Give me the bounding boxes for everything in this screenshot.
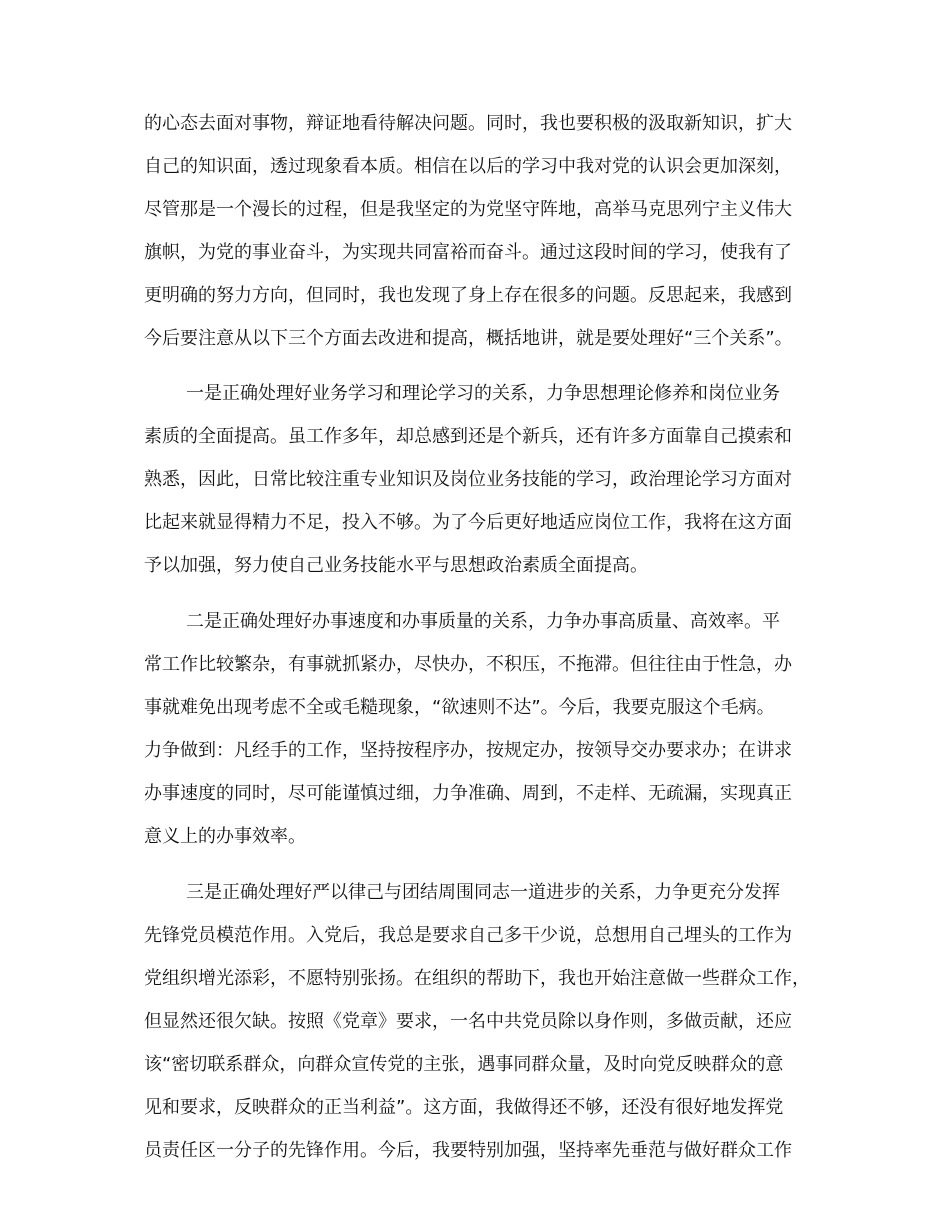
paragraph-line: 一是正确处理好业务学习和理论学习的关系，力争思想理论修养和岗位业务 xyxy=(186,383,780,404)
paragraph-line: 见和要求，反映群众的正当利益”。这方面，我做得还不够，还没有很好地发挥党 xyxy=(144,1097,784,1118)
paragraph-line: 事就难免出现考虑不全或毛糙现象，“欲速则不达”。今后，我要克服这个毛病。 xyxy=(144,697,775,718)
paragraph-line: 自己的知识面，透过现象看本质。相信在以后的学习中我对党的认识会更加深刻， xyxy=(144,156,792,177)
paragraph-line: 三是正确处理好严以律己与团结周围同志一道进步的关系，力争更充分发挥 xyxy=(186,882,780,903)
paragraph-line: 办事速度的同时，尽可能谨慎过细，力争准确、周到，不走样、无疏漏，实现真正 xyxy=(144,783,792,804)
paragraph-line: 常工作比较繁杂，有事就抓紧办，尽快办，不积压，不拖滞。但往往由于性急，办 xyxy=(144,654,792,675)
paragraph-line: 今后要注意从以下三个方面去改进和提高，概括地讲，就是要处理好“三个关系”。 xyxy=(144,328,793,349)
paragraph-line: 意义上的办事效率。 xyxy=(144,826,306,847)
paragraph-line: 比起来就显得精力不足，投入不够。为了今后更好地适应岗位工作，我将在这方面 xyxy=(144,512,792,533)
paragraph-line: 力争做到：凡经手的工作，坚持按程序办，按规定办，按领导交办要求办；在讲求 xyxy=(144,740,792,761)
paragraph-line: 熟悉，因此，日常比较注重专业知识及岗位业务技能的学习，政治理论学习方面对 xyxy=(144,469,792,490)
paragraph-line: 予以加强，努力使自己业务技能水平与思想政治素质全面提高。 xyxy=(144,555,648,576)
paragraph-line: 旗帜，为党的事业奋斗，为实现共同富裕而奋斗。通过这段时间的学习，使我有了 xyxy=(144,242,792,263)
paragraph-line: 但显然还很欠缺。按照《党章》要求，一名中共党员除以身作则，多做贡献，还应 xyxy=(144,1011,792,1032)
paragraph-line: 更明确的努力方向，但同时，我也发现了身上存在很多的问题。反思起来，我感到 xyxy=(144,285,792,306)
paragraph-line: 的心态去面对事物，辩证地看待解决问题。同时，我也要积极的汲取新知识，扩大 xyxy=(144,113,792,134)
paragraph-line: 员责任区一分子的先锋作用。今后，我要特别加强，坚持率先垂范与做好群众工作 xyxy=(144,1140,792,1161)
paragraph-line: 二是正确处理好办事速度和办事质量的关系，力争办事高质量、高效率。平 xyxy=(186,611,780,632)
paragraph-line: 尽管那是一个漫长的过程，但是我坚定的为党坚守阵地，高举马克思列宁主义伟大 xyxy=(144,199,792,220)
paragraph-line: 党组织增光添彩，不愿特别张扬。在组织的帮助下，我也开始注意做一些群众工作， xyxy=(144,968,810,989)
paragraph-line: 素质的全面提高。虽工作多年，却总感到还是个新兵，还有许多方面靠自己摸索和 xyxy=(144,426,792,447)
paragraph-line: 先锋党员模范作用。入党后，我总是要求自己多干少说，总想用自己埋头的工作为 xyxy=(144,925,792,946)
paragraph-line: 该“密切联系群众，向群众宣传党的主张，遇事同群众量，及时向党反映群众的意 xyxy=(144,1054,784,1075)
